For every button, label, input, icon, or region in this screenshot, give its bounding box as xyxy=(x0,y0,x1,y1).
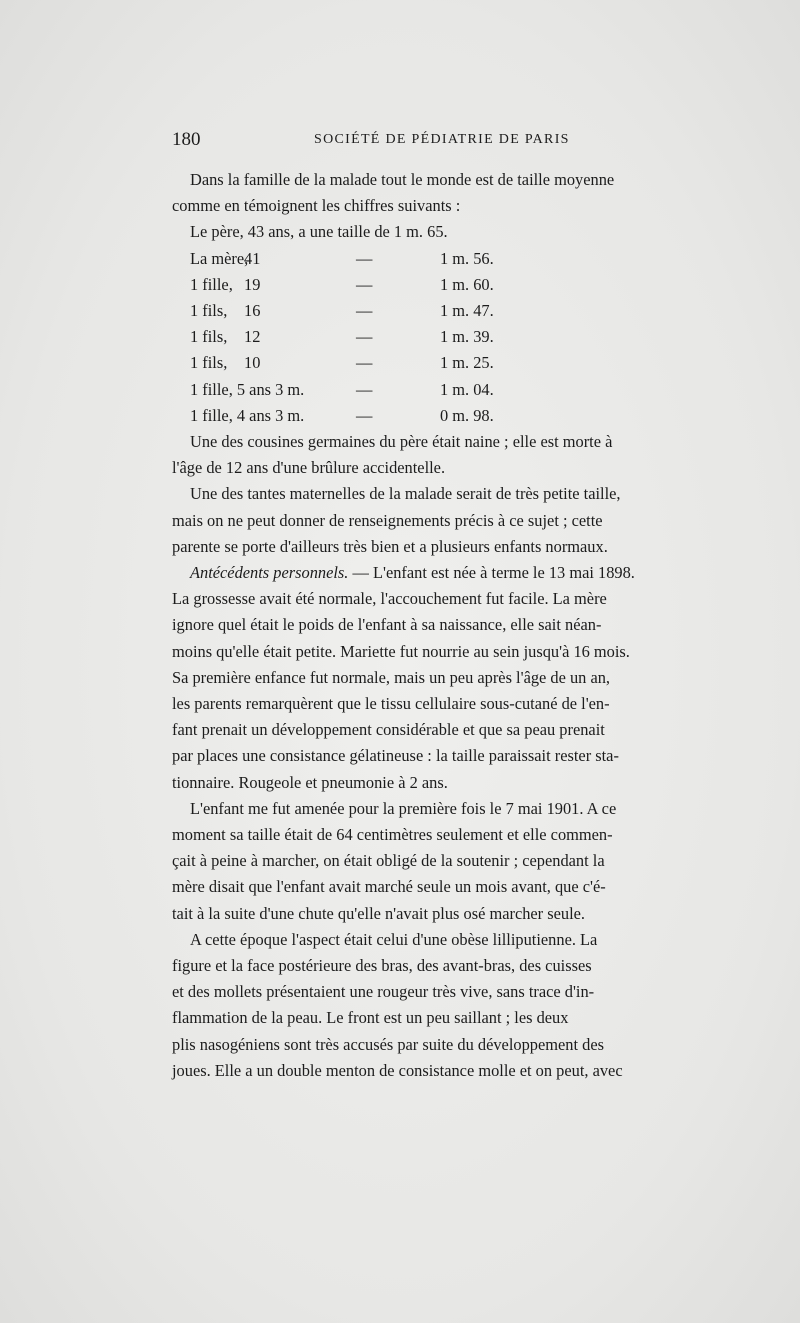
family-member: 1 fils, xyxy=(190,353,228,373)
paragraph-aunt xyxy=(172,481,728,560)
member-height: 1 m. 25. xyxy=(440,353,494,373)
table-row xyxy=(172,377,728,403)
section-heading: Antécédents personnels. xyxy=(190,562,349,582)
text-line: L'enfant me fut amenée pour la première fois le 7 mai 1901. A ce xyxy=(190,798,617,818)
text-line: comme en témoignent les chiffres suivants : xyxy=(172,196,461,216)
family-member: 1 fils, xyxy=(190,300,228,320)
text-fragment: — L'enfant est née à terme le 13 mai 1898. xyxy=(348,562,635,582)
text-line: par places une consistance gélatineuse : la taille paraissait rester sta- xyxy=(172,746,619,766)
text-line: çait à peine à marcher, on était obligé de la soutenir ; cependant la xyxy=(172,851,605,871)
text-line: mère disait que l'enfant avait marché seule un mois avant, que c'é- xyxy=(172,877,606,897)
member-height: 1 m. 47. xyxy=(440,300,494,320)
member-height: 1 m. 04. xyxy=(440,379,494,399)
paragraph-cousin xyxy=(172,429,728,481)
running-title: SOCIÉTÉ DE PÉDIATRIE DE PARIS xyxy=(314,132,570,147)
text-line: plis nasogéniens sont très accusés par suite du développement des xyxy=(172,1034,604,1054)
member-age: 16 xyxy=(244,300,261,320)
family-member: 1 fils, xyxy=(190,327,228,347)
family-member: La mère, xyxy=(190,248,249,268)
text-line: tionnaire. Rougeole et pneumonie à 2 ans. xyxy=(172,772,448,792)
page-number: 180 xyxy=(172,129,201,150)
paragraph-appearance xyxy=(172,927,728,1084)
table-row xyxy=(172,246,728,272)
text-line xyxy=(172,560,728,586)
text-line: Une des tantes maternelles de la malade serait de très petite taille, xyxy=(190,484,621,504)
text-line: tait à la suite d'une chute qu'elle n'avait plus osé marcher seule. xyxy=(172,903,586,923)
text-line: La grossesse avait été normale, l'accouchement fut facile. La mère xyxy=(172,589,607,609)
table-row xyxy=(172,350,728,376)
table-row xyxy=(172,272,728,298)
member-age: 19 xyxy=(244,274,261,294)
text-line: fant prenait un développement considérable et que sa peau prenait xyxy=(172,720,605,740)
member-height: 1 m. 60. xyxy=(440,274,494,294)
table-row xyxy=(172,324,728,350)
member-height: 1 m. 56. xyxy=(440,248,494,268)
body-text xyxy=(172,167,728,1084)
dash-separator: — xyxy=(356,300,373,320)
member-age: 10 xyxy=(244,353,261,373)
dash-separator: — xyxy=(356,274,373,294)
text-line: Le père, 43 ans, a une taille de 1 m. 65. xyxy=(190,222,448,242)
text-line: ignore quel était le poids de l'enfant à sa naissance, elle sait néan- xyxy=(172,615,602,635)
member-height: 0 m. 98. xyxy=(440,405,494,425)
member-age: 41 xyxy=(244,248,261,268)
text-line: moins qu'elle était petite. Mariette fut nourrie au sein jusqu'à 16 mois. xyxy=(172,641,630,661)
page-header xyxy=(172,129,728,155)
paragraph-first-visit xyxy=(172,796,728,927)
text-line: Sa première enfance fut normale, mais un peu après l'âge de un an, xyxy=(172,667,611,687)
intro-paragraph xyxy=(172,167,728,246)
text-line: et des mollets présentaient une rougeur très vive, sans trace d'in- xyxy=(172,982,595,1002)
text-line: les parents remarquèrent que le tissu cellulaire sous-cutané de l'en- xyxy=(172,693,610,713)
dash-separator: — xyxy=(356,379,373,399)
member-height: 1 m. 39. xyxy=(440,327,494,347)
family-member: 1 fille, 4 ans 3 m. xyxy=(190,405,305,425)
text-line: flammation de la peau. Le front est un peu saillant ; les deux xyxy=(172,1008,569,1028)
family-height-table xyxy=(172,246,728,429)
dash-separator: — xyxy=(356,327,373,347)
table-row xyxy=(172,403,728,429)
dash-separator: — xyxy=(356,405,373,425)
text-line: Une des cousines germaines du père était naine ; elle est morte à xyxy=(190,431,613,451)
family-member: 1 fille, xyxy=(190,274,233,294)
paragraph-personal-history xyxy=(172,560,728,796)
text-line: Dans la famille de la malade tout le monde est de taille moyenne xyxy=(190,170,615,189)
text-line: mais on ne peut donner de renseignements précis à ce sujet ; cette xyxy=(172,510,603,530)
member-age: 12 xyxy=(244,327,261,347)
text-line: A cette époque l'aspect était celui d'une obèse lilliputienne. La xyxy=(190,929,598,949)
text-line: figure et la face postérieure des bras, des avant-bras, des cuisses xyxy=(172,955,592,975)
table-row xyxy=(172,298,728,324)
text-line: parente se porte d'ailleurs très bien et a plusieurs enfants normaux. xyxy=(172,536,608,556)
text-line: l'âge de 12 ans d'une brûlure accidentelle. xyxy=(172,458,446,478)
dash-separator: — xyxy=(356,248,373,268)
dash-separator: — xyxy=(356,353,373,373)
text-line: moment sa taille était de 64 centimètres seulement et elle commen- xyxy=(172,824,613,844)
text-line: joues. Elle a un double menton de consistance molle et on peut, avec xyxy=(172,1060,623,1080)
family-member: 1 fille, 5 ans 3 m. xyxy=(190,379,305,399)
